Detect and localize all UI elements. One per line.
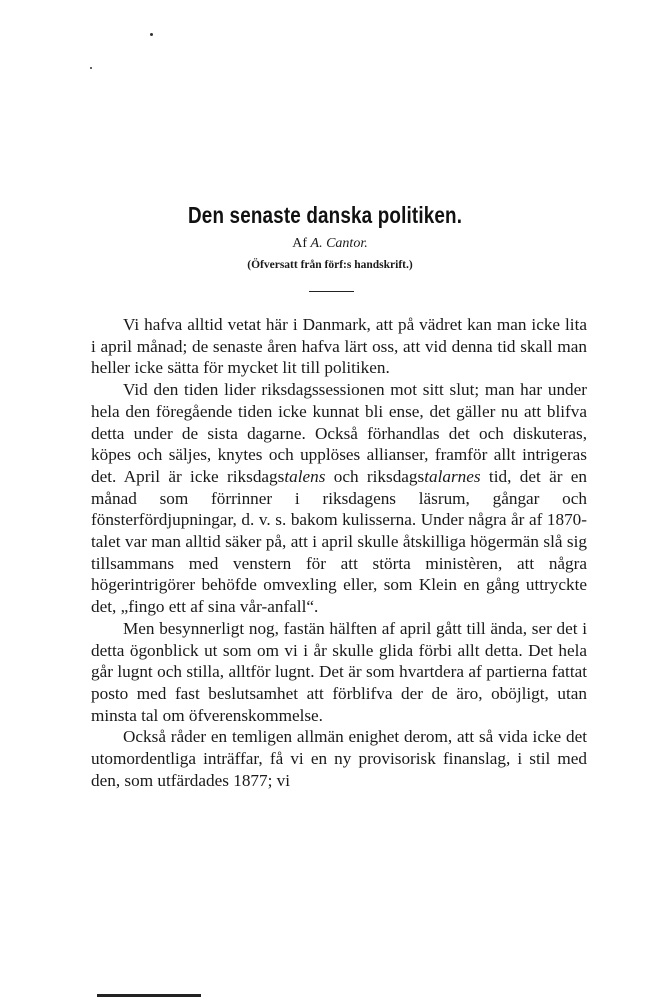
paragraph-text: tid, det är en månad som förrinner i riksdagens läsrum, gångar och fönsterfördjupningar, d. v. s. bakom kulisserna. Under några år af 1870-talet var man alltid säker på, att i april skulle åtskilliga högermän slå sig tillsammans med venstern för att störta ministèren, att några högerintrigörer behöfde omvexling eller, som Klein en gång uttryckte det, „fingo ett af sina vår-anfall“. [91,466,588,617]
italic-text: talarnes [424,466,481,486]
paper-speck [150,33,153,36]
body-paragraph [91,726,587,791]
translation-note: (Öfversatt från förf:s handskrift.) [247,259,413,271]
paper-speck [90,67,92,69]
byline [0,236,648,252]
body-paragraph [91,314,587,379]
article-body [91,314,587,791]
author-name: A. Cantor. [310,236,368,251]
body-paragraph [91,618,587,727]
article-title: Den senaste danska politiken. [188,202,463,228]
byline-prefix: Af [292,236,308,251]
paragraph-text: Vi hafva alltid vetat här i Danmark, att på vädret kan man icke lita i april månad; de senaste åren hafva lärt oss, att vid denna tid skall man heller icke sätta för mycket lit till politiken. [91,315,587,378]
italic-text: talens [284,466,326,486]
title-divider [309,291,354,292]
body-paragraph [91,379,587,618]
paragraph-text: Men besynnerligt nog, fastän hälften af april gått till ända, ser det i detta ögonblick ut som om vi i år skulle glida förbi allt detta. Det hela går lugnt och stilla, alltför lugnt. Det är som hvartdera af partierna fattat posto med fast beslutsamhet att förblifva der de äro, oböjligt, utan minsta tal om öfverenskommelse. [91,618,587,725]
paragraph-text: Vid den tiden lider riksdagssessionen mot sitt slut; man har under hela den föregående tiden icke kunnat bli ense, det gäller nu att blifva detta under de sista dagarne. Också förhandlas det och diskuteras, köpes och säljes, knytes och upplöses allianser, framför allt intrigeras det. April är icke riksdags [91,380,587,486]
footnote-rule [97,994,201,997]
paragraph-text: Också råder en temligen allmän enighet derom, att så vida icke det utomordentliga inträffar, få vi en ny provisorisk finanslag, i stil med den, som utfärdades 1877; vi [91,727,587,790]
paragraph-text: och riksdags [325,466,425,486]
